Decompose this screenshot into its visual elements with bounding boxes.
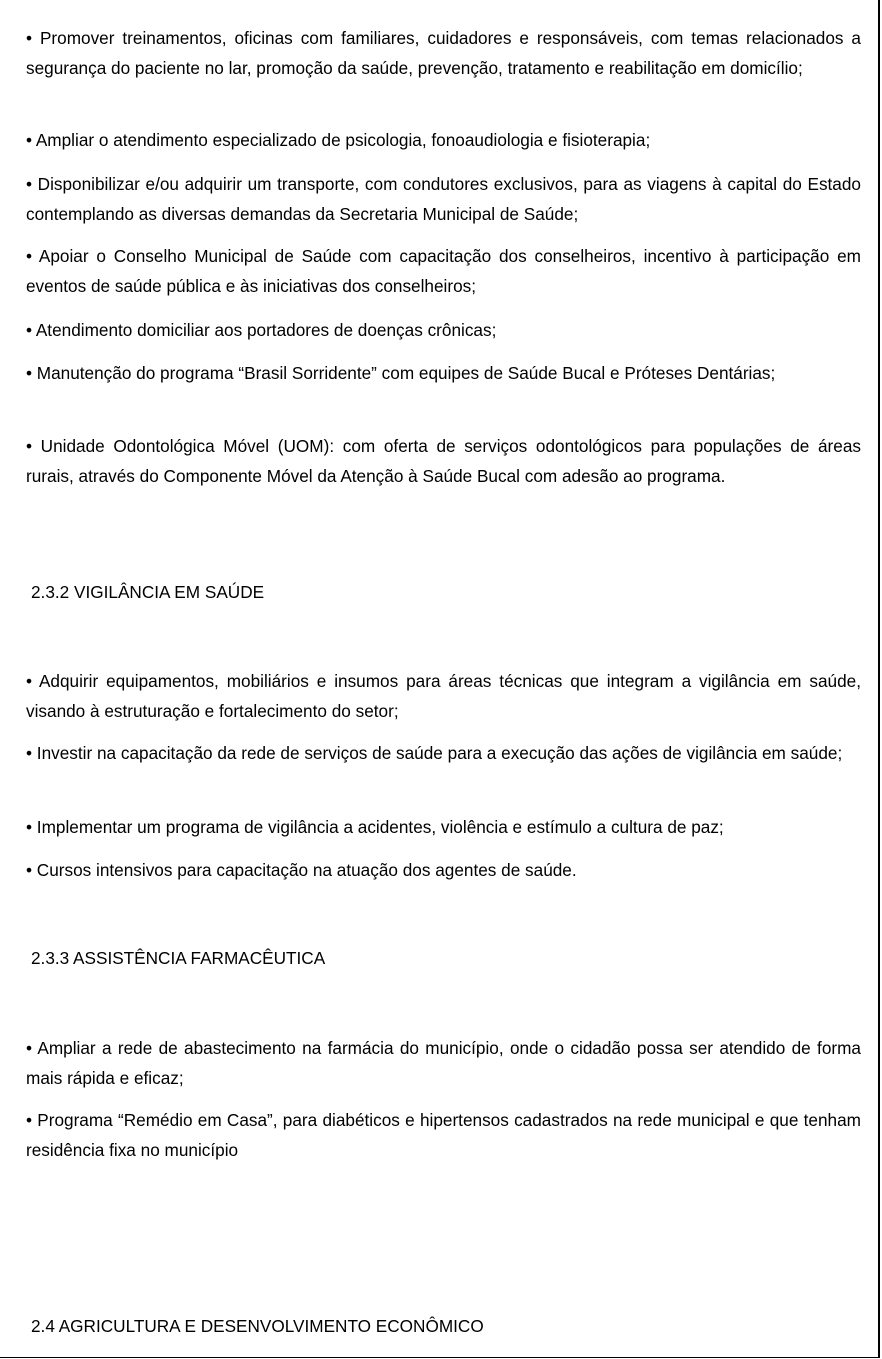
paragraph-programa-vigilancia: • Implementar um programa de vigilância a acidentes, violência e estímulo a cultura de paz;: [26, 817, 724, 837]
paragraph-treinamentos: • Promover treinamentos, oficinas com familiares, cuidadores e responsáveis, com temas relacionados a segurança do paciente no lar, promoção da saúde, prevenção, tratamento e reabilitação em domicílio;: [26, 28, 861, 78]
heading-assistencia-farmaceutica: 2.3.3 ASSISTÊNCIA FARMACÊUTICA: [31, 948, 326, 968]
paragraph-cursos-intensivos: • Cursos intensivos para capacitação na atuação dos agentes de saúde.: [26, 860, 577, 880]
paragraph-remedio-em-casa: • Programa “Remédio em Casa”, para diabéticos e hipertensos cadastrados na rede municipal e que tenham residência fixa no município: [26, 1110, 861, 1160]
heading-vigilancia-saude: 2.3.2 VIGILÂNCIA EM SAÚDE: [31, 582, 265, 602]
paragraph-unidade-odontologica: • Unidade Odontológica Móvel (UOM): com oferta de serviços odontológicos para populações de áreas rurais, através do Componente Móvel da Atenção à Saúde Bucal com adesão ao programa.: [26, 436, 861, 486]
heading-agricultura: 2.4 AGRICULTURA E DESENVOLVIMENTO ECONÔMICO: [31, 1316, 484, 1336]
paragraph-transporte: • Disponibilizar e/ou adquirir um transporte, com condutores exclusivos, para as viagens à capital do Estado contemplando as diversas demandas da Secretaria Municipal de Saúde;: [26, 174, 861, 224]
paragraph-conselho-municipal: • Apoiar o Conselho Municipal de Saúde com capacitação dos conselheiros, incentivo à participação em eventos de saúde pública e às iniciativas dos conselheiros;: [26, 246, 861, 296]
paragraph-atendimento-especializado: • Ampliar o atendimento especializado de psicologia, fonoaudiologia e fisioterapia;: [26, 130, 651, 150]
paragraph-equipamentos: • Adquirir equipamentos, mobiliários e insumos para áreas técnicas que integram a vigilância em saúde, visando à estruturação e fortalecimento do setor;: [26, 671, 861, 721]
paragraph-brasil-sorridente: • Manutenção do programa “Brasil Sorridente” com equipes de Saúde Bucal e Próteses Dentárias;: [26, 363, 776, 383]
paragraph-farmacia: • Ampliar a rede de abastecimento na farmácia do município, onde o cidadão possa ser atendido de forma mais rápida e eficaz;: [26, 1038, 861, 1088]
paragraph-atendimento-domiciliar: • Atendimento domiciliar aos portadores de doenças crônicas;: [26, 320, 497, 340]
paragraph-capacitacao-rede: • Investir na capacitação da rede de serviços de saúde para a execução das ações de vigilância em saúde;: [26, 743, 843, 763]
